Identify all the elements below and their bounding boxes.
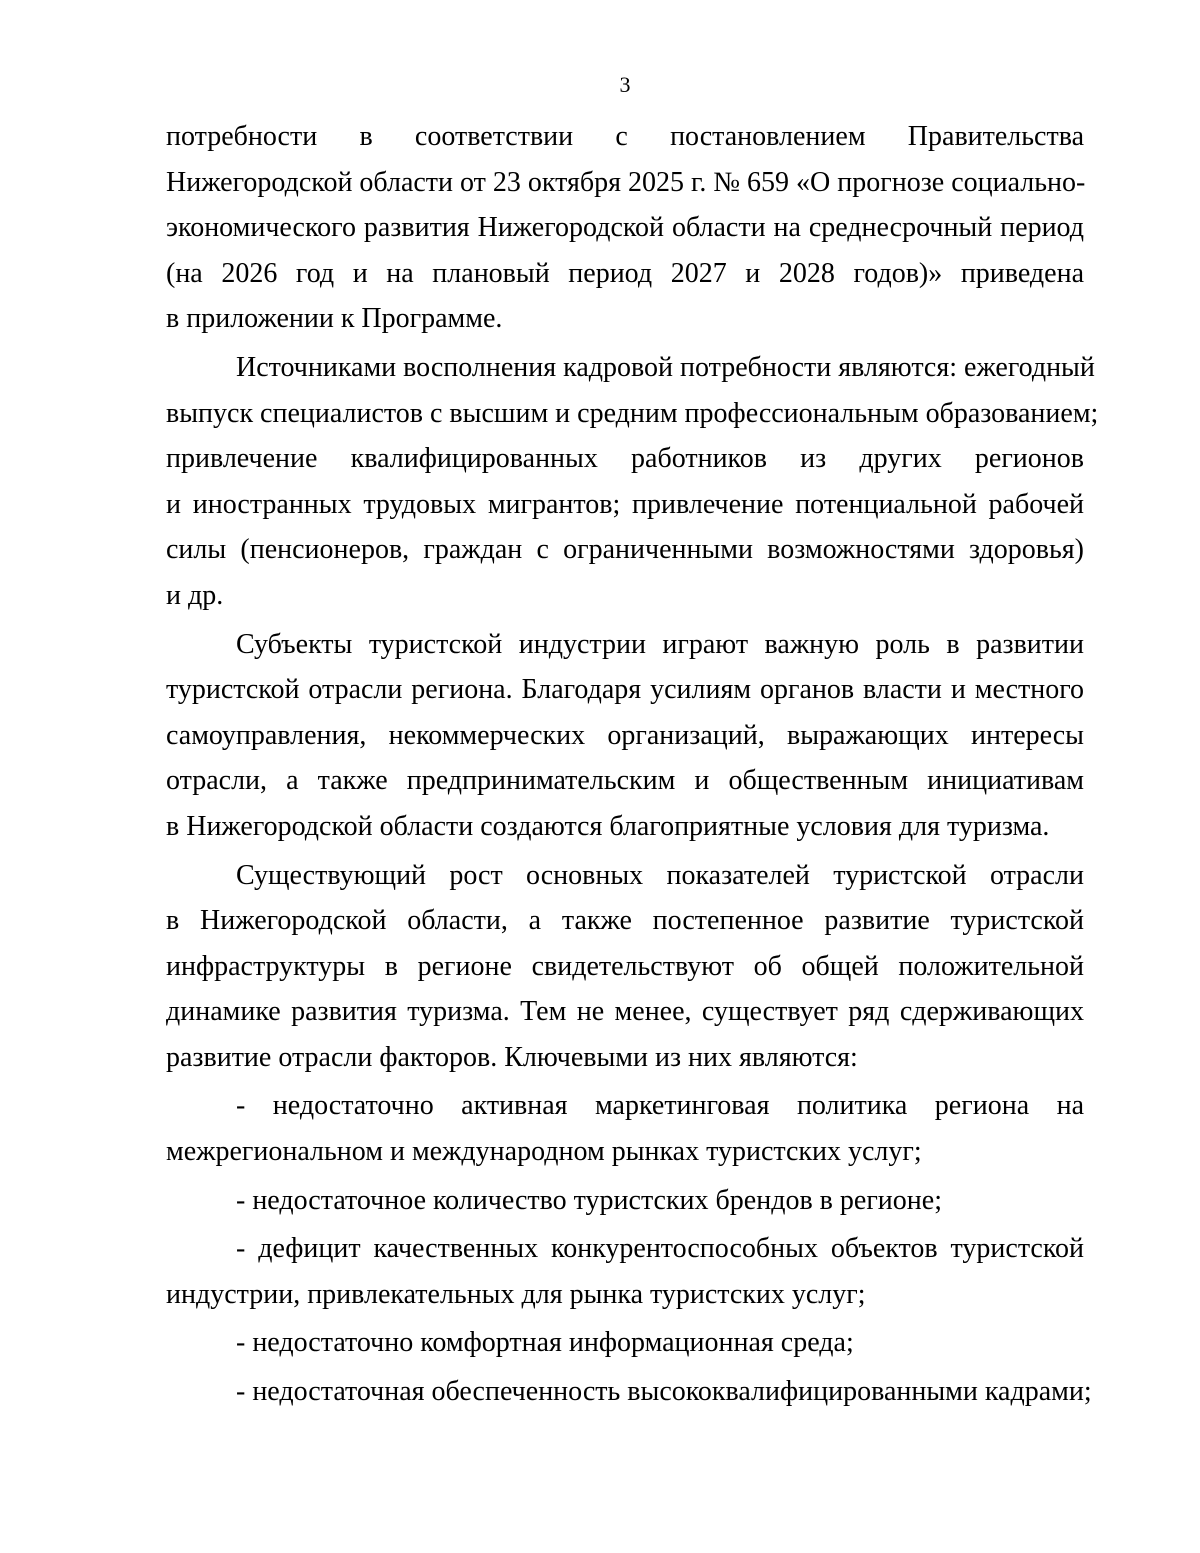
text-line: отрасли, а также предпринимательским и общественным инициативам [166,765,1084,797]
text-line: - недостаточное количество туристских брендов в регионе; [236,1184,942,1216]
document-body [166,114,1099,1415]
text-line: Нижегородской области от 23 октября 2025 г. № 659 «О прогнозе социально- [166,166,1086,198]
paragraph [166,1178,1084,1224]
text-line: Существующий рост основных показателей туристской отрасли [236,859,1084,891]
text-line: межрегиональном и международном рынках туристских услуг; [166,1136,922,1168]
paragraph [166,1083,1084,1174]
text-line: Субъекты туристской индустрии играют важную роль в развитии [236,628,1084,660]
paragraph [166,114,1084,342]
text-line: - недостаточно активная маркетинговая политика региона на [236,1090,1084,1122]
text-line: - недостаточная обеспеченность высококвалифицированными кадрами; [236,1376,1092,1408]
text-line: индустрии, привлекательных для рынка туристских услуг; [166,1278,866,1310]
text-line: в Нижегородской области, а также постепенное развитие туристской [166,905,1084,937]
text-line: в Нижегородской области создаются благоприятные условия для туризма. [166,810,1050,842]
text-line: самоуправления, некоммерческих организаций, выражающих интересы [166,719,1084,751]
text-line: выпуск специалистов с высшим и средним профессиональным образованием; [166,397,1099,429]
text-line: (на 2026 год и на плановый период 2027 и 2028 годов)» приведена [166,257,1084,289]
paragraph [166,345,1099,619]
text-line: в приложении к Программе. [166,303,503,335]
text-line: экономического развития Нижегородской области на среднесрочный период [166,212,1084,244]
page-number: 3 [619,72,631,97]
text-line: - дефицит качественных конкурентоспособных объектов туристской [236,1233,1084,1265]
text-line: и иностранных трудовых мигрантов; привлечение потенциальной рабочей [166,488,1084,520]
text-line: привлечение квалифицированных работников из других регионов [166,443,1084,475]
text-line: развитие отрасли факторов. Ключевыми из них являются: [166,1041,858,1073]
text-line: и др. [166,579,224,611]
paragraph [166,1369,1092,1415]
paragraph [166,1226,1084,1317]
text-line: потребности в соответствии с постановлением Правительства [166,121,1084,152]
text-line: Источниками восполнения кадровой потребности являются: ежегодный [236,351,1095,383]
text-line: динамике развития туризма. Тем не менее, существует ряд сдерживающих [166,996,1084,1028]
text-line: туристской отрасли региона. Благодаря усилиям органов власти и местного [166,674,1084,706]
paragraph [166,853,1084,1081]
text-line: инфраструктуры в регионе свидетельствуют об общей положительной [166,950,1084,982]
text-line: силы (пенсионеров, граждан с ограниченными возможностями здоровья) [166,534,1084,566]
paragraph [166,622,1084,850]
text-line: - недостаточно комфортная информационная среда; [236,1327,854,1359]
paragraph [166,1320,1084,1366]
